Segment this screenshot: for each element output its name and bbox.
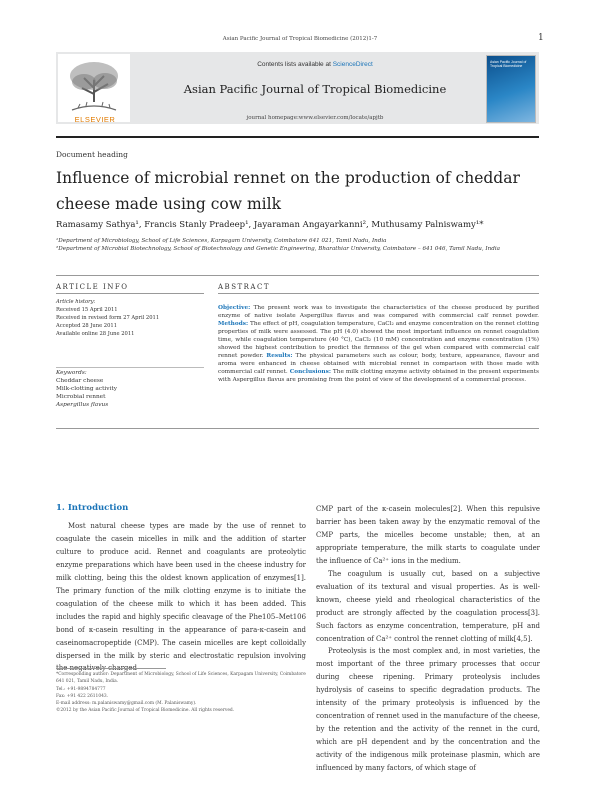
contents-prefix: Contents lists available at: [257, 61, 333, 68]
abstract-bottom-rule: [56, 428, 539, 429]
cover-title: Asian Pacific Journal of Tropical Biomedicine: [490, 60, 527, 68]
author-list: Ramasamy Sathya¹, Francis Stanly Pradeep¹, Jayaraman Angayarkanni², Muthusamy Palniswamy¹*: [56, 220, 484, 230]
affiliation-1: ¹Department of Microbiology, School of Life Sciences, Karpagam University, Coimbatore 641 021, Tamil Nadu, India: [56, 238, 387, 244]
contents-line: [150, 61, 480, 68]
header-rule: [56, 136, 539, 138]
conclusions-text: The milk clotting enzyme activity obtained in the present experiments with Aspergillus flavus are promising from the point of view of the development of a commercial process.: [218, 368, 540, 383]
history-label: Article history:: [56, 299, 96, 305]
paragraph: The coagulum is usually cut, based on a subjective evaluation of its textural and visual properties. As is well-known, cheese yield and rheological characteristics of the product are strongly affected by the coagulation process[3]. Such factors as enzyme concentration, temperature, pH and concentration of Ca²⁺ control the rennet clotting of milk[4,5].: [316, 569, 540, 643]
abstract-heading: ABSTRACT: [218, 283, 271, 291]
abstract-rule: [218, 293, 539, 294]
footnote-corresponding: *Corresponding author: Department of Microbiology, School of Life Sciences, Karpagam University, Coimbatore 641 021, Tamil Nadu, India.: [56, 672, 306, 685]
paragraph: CMP part of the κ-casein molecules[2]. When this repulsive barrier has been taken away by the enzymatic removal of the CMP parts, the micelles become unstable; then, at an appropriate temperature, the milk starts to coagulate under the influence of Ca²⁺ ions in the medium.: [316, 505, 540, 565]
publisher-name: ELSEVIER: [74, 115, 116, 124]
footnote-rule: [56, 668, 166, 669]
keywords-rule: [56, 367, 204, 368]
results-label: Results:: [266, 352, 293, 359]
footnote-tel: Tel.: +91-9894784777: [56, 686, 106, 692]
objective-label: Objective:: [218, 305, 251, 311]
methods-text: The effect of pH, coagulation temperature, CaCl₂ and enzyme concentration on the rennet clotting properties of milk were assessed. The pH (4.0) showed the most important influence on rennet coagulation time, while coagulation temperature (40 °C), CaCl₂ (10 mM) concentration and enzyme concentration (1%) showed the highest contribution to predict the firmness of the gel when compared with commercial calf rennet powder.: [218, 320, 540, 359]
methods-label: Methods:: [218, 320, 249, 327]
footnote-email: E-mail address: m.palaniswamy@gmail.com (M. Palaniswamy).: [56, 701, 197, 707]
article-info-rule: [56, 293, 204, 294]
keyword: Cheddar cheese: [56, 377, 104, 384]
running-head: Asian Pacific Journal of Tropical Biomedicine (2012)1-7: [222, 36, 378, 42]
footnote-copyright: ©2012 by the Asian Pacific Journal of Tropical Biomedicine. All rights reserved.: [56, 708, 235, 714]
elsevier-tree-logo: [58, 54, 130, 122]
keywords-block: [56, 370, 206, 410]
keyword: Aspergillus flavus: [56, 401, 109, 408]
journal-homepage[interactable]: journal homepage:www.elsevier.com/locate/apjtb: [246, 115, 384, 121]
affiliations: [56, 238, 546, 253]
article-title: Influence of microbial rennet on the production of cheddar cheese made using cow milk: [56, 169, 520, 213]
sciencedirect-link[interactable]: ScienceDirect: [332, 61, 373, 68]
page-number: 1: [538, 33, 544, 43]
right-column: [316, 503, 540, 775]
keywords-label: Keywords:: [56, 370, 87, 376]
article-history: [56, 299, 206, 339]
results-text: The physical parameters such as colour, body, texture, appearance, flavour and aroma were enhanced in cheese obtained with microbial rennet in comparison with those made with commercial calf rennet.: [218, 352, 540, 375]
paragraph: Proteolysis is the most complex and, in most varieties, the most important of the three primary processes that occur during cheese ripening. Primary proteolysis includes hydrolysis of caseins to specific degradation products. The intensity of the primary proteolysis is influenced by the concentration of rennet used in the manufacture of the cheese, by the retention and the activity of the rennet in the curd, which are pH dependent and by the concentration and the activity of the indigenous milk proteinase plasmin, which are influenced by many factors, of which stage of: [316, 647, 540, 773]
document-heading: Document heading: [56, 150, 128, 159]
revised-date: Received in revised form 27 April 2011: [56, 314, 160, 321]
keyword: Milk-clotting activity: [56, 385, 118, 392]
abstract-text: [218, 305, 539, 385]
accepted-date: Accepted 28 June 2011: [56, 322, 118, 329]
title-rule: [56, 275, 539, 276]
paragraph: Most natural cheese types are made by the use of rennet to coagulate the casein micelles in milk and the addition of starter culture to produce acid. Rennet and coagulants are proteolytic enzyme preparations which have been used in the cheese industry for milk clotting, being this the oldest known application of enzymes[1]. The primary function of the milk clotting enzyme is to initiate the coagulation of the cheese milk to which it has been added. This includes the rapid and highly specific cleavage of the Phe105–Met106 bond of κ-casein resulting in the appearance of para-κ-casein and caseinomacropeptide (CMP). The casein micelles are kept colloidally dispersed in the milk by steric and electrostatic repulsion involving: [56, 522, 306, 660]
online-date: Available online 28 June 2011: [56, 330, 135, 337]
article-info-heading: ARTICLE INFO: [56, 283, 129, 291]
affiliation-2: ²Department of Microbial Biotechnology, School of Biotechnology and Genetic Engineering, Bharathiar University, Coimbatore – 641 046, Tamil Nadu, India: [56, 245, 500, 252]
keyword: Microbial rennet: [56, 393, 106, 400]
journal-name: Asian Pacific Journal of Tropical Biomedicine: [183, 82, 447, 96]
received-date: Received 15 April 2011: [56, 306, 118, 313]
conclusions-label: Conclusions:: [289, 368, 331, 375]
footnotes: [56, 671, 306, 715]
objective-text: The present work was to investigate the characteristics of the cheese produced by purified enzyme of native isolate Aspergillus flavus and was compared with commercial calf rennet powder.: [218, 305, 539, 319]
left-column: [56, 520, 306, 675]
footnote-fax: Fax: +91 422 2611043.: [56, 693, 109, 699]
section-heading-introduction: 1. Introduction: [56, 503, 129, 513]
